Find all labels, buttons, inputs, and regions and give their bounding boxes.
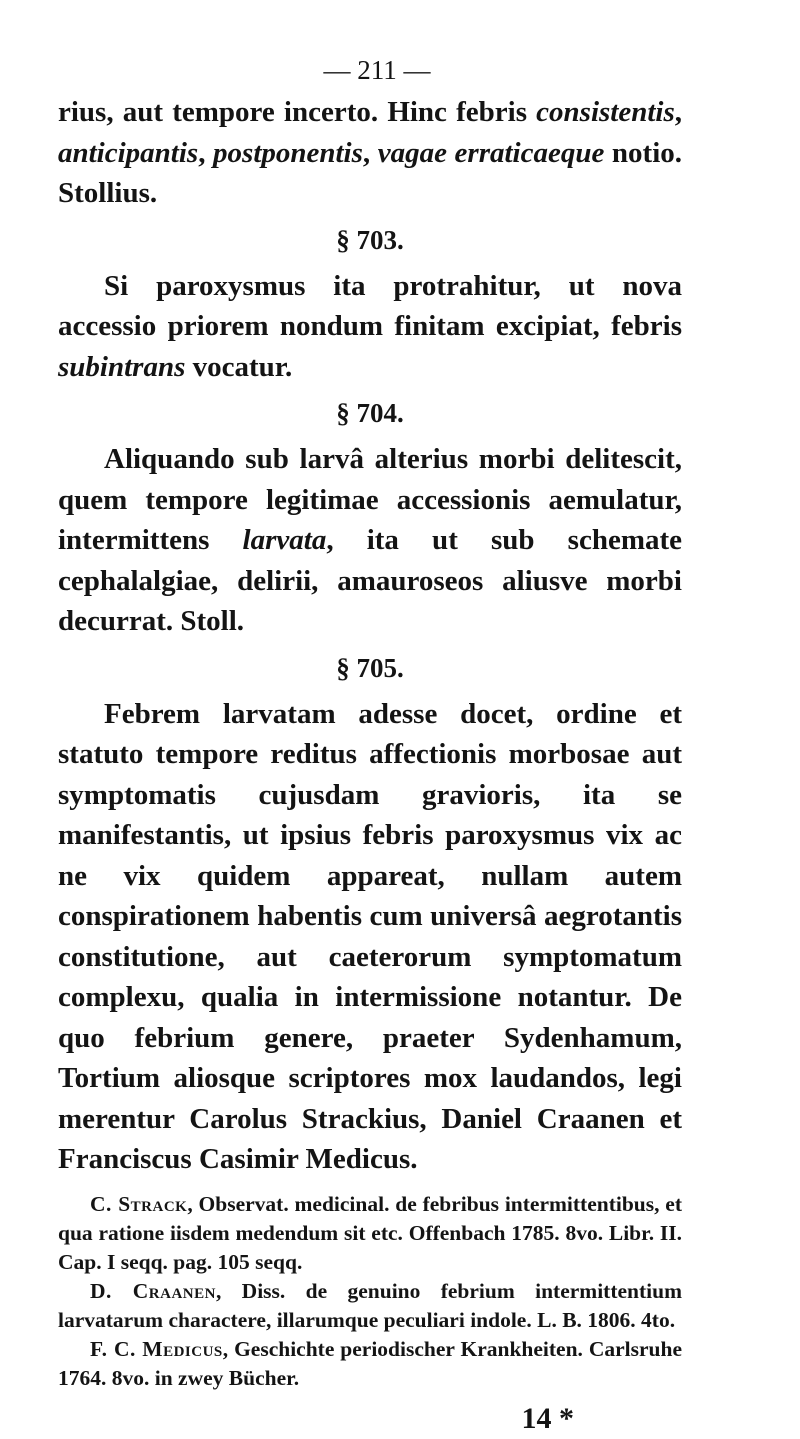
text-run: rius, aut tempore incerto. Hinc febris [58, 96, 537, 128]
reference-author: F. C. Medicus [90, 1336, 223, 1361]
reference-item [58, 1335, 682, 1393]
emphasis: vagae erraticaeque [377, 136, 605, 169]
section-heading-704: § 704. [336, 398, 404, 428]
section-heading-705: § 705. [336, 652, 404, 683]
emphasis: anticipantis [58, 136, 199, 169]
page-number: — 211 — [323, 55, 431, 85]
text-run: , [198, 136, 214, 169]
reference-text: , Geschichte periodischer Krankheiten. Carlsruhe 1764. 8vo. in zwey Bücher. [58, 1336, 682, 1390]
page [58, 48, 682, 1439]
text-run: notio. Stollius. [58, 136, 683, 209]
reference-item [58, 1190, 682, 1277]
text-run: , [674, 96, 682, 128]
paragraph-intro [58, 92, 682, 214]
reference-author: C. Strack [90, 1191, 188, 1216]
text-run: , [362, 136, 378, 169]
reference-item [58, 1277, 682, 1335]
emphasis: consistentis [536, 96, 675, 128]
reference-author: D. Craanen [90, 1278, 216, 1303]
section-heading-703: § 703. [336, 224, 404, 255]
references [58, 1190, 682, 1393]
emphasis: subintrans [58, 350, 186, 383]
paragraph-704 [58, 439, 682, 642]
emphasis: larvata [242, 524, 327, 556]
text-run: , ita ut sub schemate cephalalgiae, delirii, amauroseos aliusve morbi decurrat. Stoll. [58, 524, 683, 637]
text-run: Febrem larvatam adesse docet, ordine et statuto tempore reditus affectionis morbosae aut symptomatis cujusdam gravioris, ita se manifestantis, ut ipsius febris paroxysmus vix ac ne vix quidem appareat, nullam autem conspirationem habentis cum universâ aegrotantis constitutione, aut caeterorum symptomatum complexu, qualia in intermissione notantur. De quo febrium genere, praeter Sydenhamum, Tortium aliosque scriptores mox laudandos, legi merentur Carolus Strackius, Daniel Craanen et Franciscus Casimir Medicus. [58, 697, 682, 1175]
reference-text: , Observat. medicinal. de febribus intermittentibus, et qua ratione iisdem medendum sit etc. Offenbach 1785. 8vo. Libr. II. Cap. I seqq. pag. 105 seqq. [58, 1191, 683, 1274]
paragraph-703 [58, 266, 682, 388]
text-run: vocatur. [185, 350, 293, 383]
reference-text: , Diss. de genuino febrium intermittentium larvatarum charactere, illarumque peculiari indole. L. B. 1806. 4to. [58, 1278, 682, 1332]
text-run: Aliquando sub larvâ alterius morbi delitescit, quem tempore legitimae accessionis aemulatur, intermittens [58, 443, 682, 556]
text-run: Si paroxysmus ita protrahitur, ut nova accessio priorem nondum finitam excipiat, febris [58, 269, 682, 342]
emphasis: postponentis [213, 136, 363, 169]
signature-mark: 14 * [521, 1401, 574, 1435]
paragraph-705 [58, 694, 682, 1180]
